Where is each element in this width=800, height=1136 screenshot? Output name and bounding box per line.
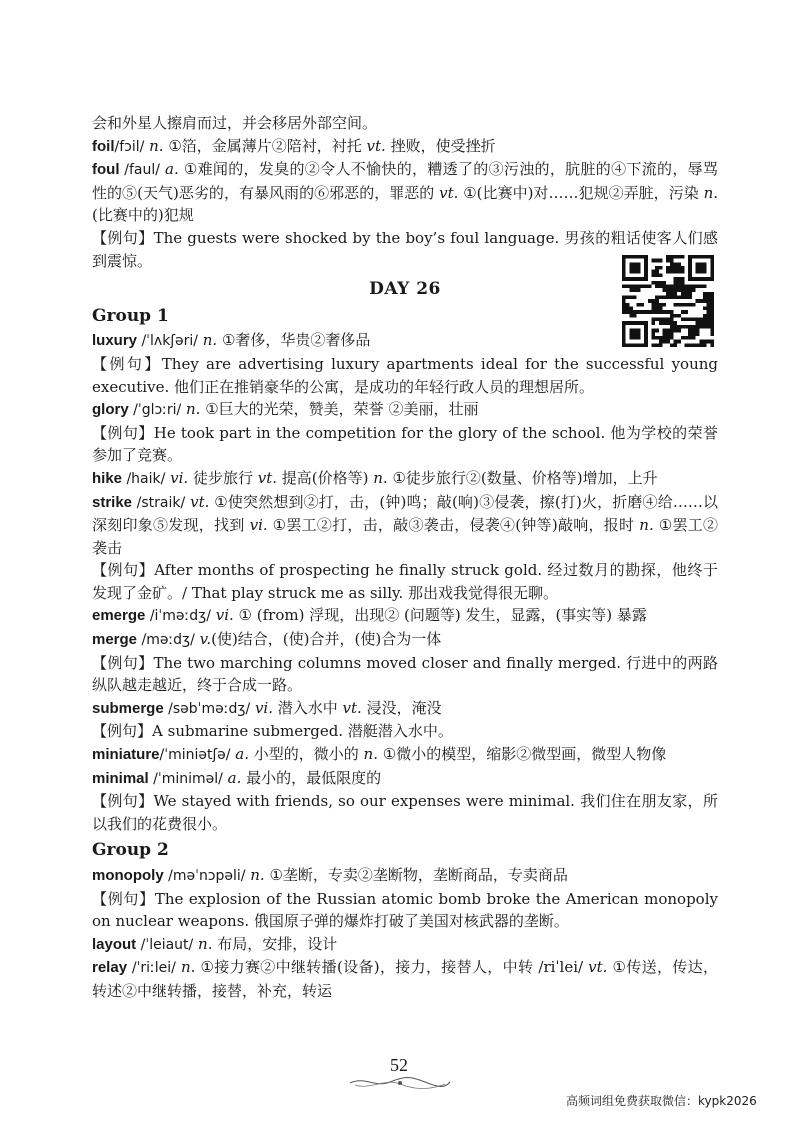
example-label: 【例句】	[92, 354, 162, 373]
part-of-speech: n.	[703, 183, 718, 202]
definition: ①微小的模型，缩影②微型画，微型人物像	[377, 745, 667, 764]
group-1-title: Group 1	[92, 305, 169, 326]
part-of-speech: vi.	[165, 468, 189, 487]
phonetic: /ˈminiməl/	[148, 770, 223, 787]
part-of-speech: vt.	[342, 698, 362, 717]
definition: ①箔，金属薄片②陪衬，衬托	[163, 136, 367, 155]
example-line	[92, 559, 718, 604]
definition: 徒步旅行	[188, 468, 258, 487]
phonetic: /ˈleiaut/	[136, 936, 194, 953]
phonetic: /məˈnɔpəli/	[163, 868, 246, 884]
headword: monopoly	[92, 867, 164, 884]
entry-line	[92, 933, 718, 957]
headword: foil	[92, 137, 115, 155]
entry-line	[92, 467, 718, 491]
part-of-speech: vi.	[250, 698, 273, 717]
definition: 布局，安排，设计	[212, 934, 338, 953]
headword: submerge	[92, 699, 164, 717]
definition: ①接力赛②中继转播(设备)，接力，接替人，中转 /riˈlei/	[195, 958, 589, 977]
example-text: They are advertising luxury apartments ideal for the successful young executive. 他们正在推销豪华的公寓，是成功的年轻行政人员的理想居所。	[92, 354, 718, 396]
entry-line	[92, 135, 718, 159]
group-2-title: Group 2	[92, 840, 169, 861]
phonetic: /ˈlʌkʃəri/	[137, 333, 198, 350]
part-of-speech: n.	[144, 136, 164, 155]
headword: strike	[92, 493, 133, 511]
definition: 潜入水中	[272, 698, 343, 717]
phonetic: /səbˈməːdʒ/	[163, 700, 251, 717]
phonetic: /iˈməːdʒ/	[145, 608, 211, 625]
example-label: 【例句】	[92, 792, 154, 811]
example-text: The explosion of the Russian atomic bomb broke the American monopoly on nuclear weapons. 俄国原子弹的爆炸打破了美国对核武器的垄断。	[92, 889, 718, 931]
example-label: 【例句】	[92, 228, 154, 247]
part-of-speech: vt.	[185, 492, 210, 511]
part-of-speech: vi.	[210, 606, 234, 625]
definition: 提高(价格等)	[277, 468, 374, 487]
part-of-speech: n.	[181, 400, 201, 419]
example-label: 【例句】	[92, 561, 155, 580]
example-label: 【例句】	[92, 889, 155, 908]
part-of-speech: vt.	[257, 468, 277, 487]
definition: (比赛中的)犯规	[92, 206, 194, 225]
entry-line	[92, 628, 718, 652]
part-of-speech: n.	[245, 866, 265, 884]
intro-line: 会和外星人擦肩而过，并会移居外部空间。	[92, 114, 378, 132]
entry-line	[92, 398, 718, 422]
definition: 挫败，使受挫折	[385, 136, 496, 155]
part-of-speech: vt.	[366, 136, 386, 155]
phonetic: /fɔil/	[114, 138, 145, 155]
example-line	[92, 652, 718, 697]
phonetic: /ˈglɔːri/	[128, 402, 182, 419]
example-line	[92, 353, 718, 398]
part-of-speech: n.	[363, 745, 378, 764]
definition: ①垄断，专卖②垄断物，垄断商品，专卖商品	[264, 866, 568, 884]
footer-note: 高频词组免费获取微信：kypk2026	[566, 1094, 757, 1108]
example-line	[92, 790, 718, 835]
entry-line	[92, 491, 718, 560]
phonetic: /ˈriːlei/	[127, 960, 176, 977]
example-text: After months of prospecting he finally struck gold. 经过数月的勘探，他终于发现了金矿。/ That play struck me as silly. 那出戏我觉得很无聊。	[92, 561, 718, 602]
example-text: The guests were shocked by the boy’s foul language. 男孩的粗话使客人们感到震惊。	[92, 228, 718, 270]
example-label: 【例句】	[92, 722, 153, 741]
example-line	[92, 888, 718, 933]
headword: merge	[92, 631, 138, 649]
part-of-speech: n.	[193, 934, 213, 953]
phonetic: /faul/	[119, 162, 160, 179]
definition: ① (from) 浮现，出现② (问题等) 发生，显露，(事实等) 暴露	[233, 606, 647, 625]
part-of-speech: v.	[194, 630, 212, 649]
part-of-speech: a.	[159, 160, 179, 179]
entry-line	[92, 767, 718, 791]
definition: ①难闻的，发臭的②令人不愉快的，糟透了的③污浊的，肮脏的④下流的，辱骂性的⑤(天气)恶劣的，有暴风雨的⑥邪恶的，罪恶的	[92, 160, 718, 202]
headword: miniature	[92, 746, 160, 764]
definition: 浸没，淹没	[361, 698, 442, 717]
part-of-speech: a.	[222, 768, 242, 787]
entry-line	[92, 743, 718, 767]
definition: ①奢侈，华贵②奢侈品	[217, 331, 371, 350]
headword: minimal	[92, 769, 149, 787]
part-of-speech: vt.	[588, 958, 608, 977]
headword: relay	[92, 959, 128, 977]
entry-line	[92, 604, 718, 628]
headword: foul	[92, 161, 120, 179]
definition: ①使突然想到②打，击，(钟)鸣；敲(响)③侵袭，擦(打)火，折磨④给……以深刻印象⑤发现，找到	[92, 492, 718, 535]
phonetic: /haik/	[122, 470, 166, 487]
entry-line	[92, 158, 718, 227]
definition: 最小的，最低限度的	[241, 768, 382, 787]
part-of-speech: vi.	[249, 516, 268, 535]
headword: layout	[92, 935, 137, 953]
phonetic: /ˈminiətʃə/	[159, 747, 231, 764]
group-1-entries	[92, 329, 718, 835]
day-title: DAY 26	[369, 279, 441, 300]
dictionary-content	[92, 112, 718, 1003]
entry-line	[92, 956, 718, 1002]
phonetic: /straik/	[132, 494, 186, 511]
top-entries	[92, 135, 718, 273]
definition: ①巨大的光荣，赞美，荣誉 ②美丽，壮丽	[200, 400, 479, 419]
entry-line	[92, 864, 718, 888]
group-2-entries	[92, 864, 718, 1003]
example-label: 【例句】	[92, 653, 154, 672]
definition: (使)结合，(使)合并，(使)合为一体	[211, 630, 442, 649]
example-text: The two marching columns moved closer and finally merged. 行进中的两路纵队越走越近，终于合成一路。	[92, 653, 718, 695]
example-text: We stayed with friends, so our expenses were minimal. 我们住在朋友家，所以我们的花费很小。	[92, 792, 718, 833]
part-of-speech: n.	[373, 468, 388, 487]
headword: hike	[92, 469, 123, 487]
definition: ①罢工②打，击，敲③袭击，侵袭④(钟等)敲响，报时	[267, 516, 640, 535]
example-text: A submarine submerged. 潜艇潜入水中。	[152, 722, 453, 741]
definition: ①罢工②袭击	[92, 516, 718, 557]
definition: ①(比赛中)对……犯规②弄脏，污染	[458, 183, 704, 202]
part-of-speech: n.	[175, 958, 196, 977]
part-of-speech: a.	[230, 745, 249, 764]
part-of-speech: vt.	[439, 183, 459, 202]
example-text: He took part in the competition for the glory of the school. 他为学校的荣誉参加了竞赛。	[92, 423, 718, 465]
headword: glory	[92, 401, 129, 419]
example-line	[92, 720, 718, 743]
example-label: 【例句】	[92, 423, 154, 442]
definition: ①传送，传达，转述②中继转播，接替，补充，转运	[92, 958, 718, 1000]
headword: emerge	[92, 607, 146, 625]
page-number: 52	[390, 1055, 408, 1075]
qr-code-icon	[622, 255, 714, 347]
example-line	[92, 422, 718, 467]
phonetic: /məːdʒ/	[137, 632, 195, 649]
definition: 小型的，微小的	[249, 745, 364, 764]
decorative-flourish-icon	[345, 1074, 455, 1090]
entry-line	[92, 697, 718, 721]
part-of-speech: n.	[198, 331, 218, 350]
part-of-speech: n.	[639, 516, 654, 535]
headword: luxury	[92, 332, 138, 350]
definition: ①徒步旅行②(数量、价格等)增加，上升	[387, 468, 658, 487]
